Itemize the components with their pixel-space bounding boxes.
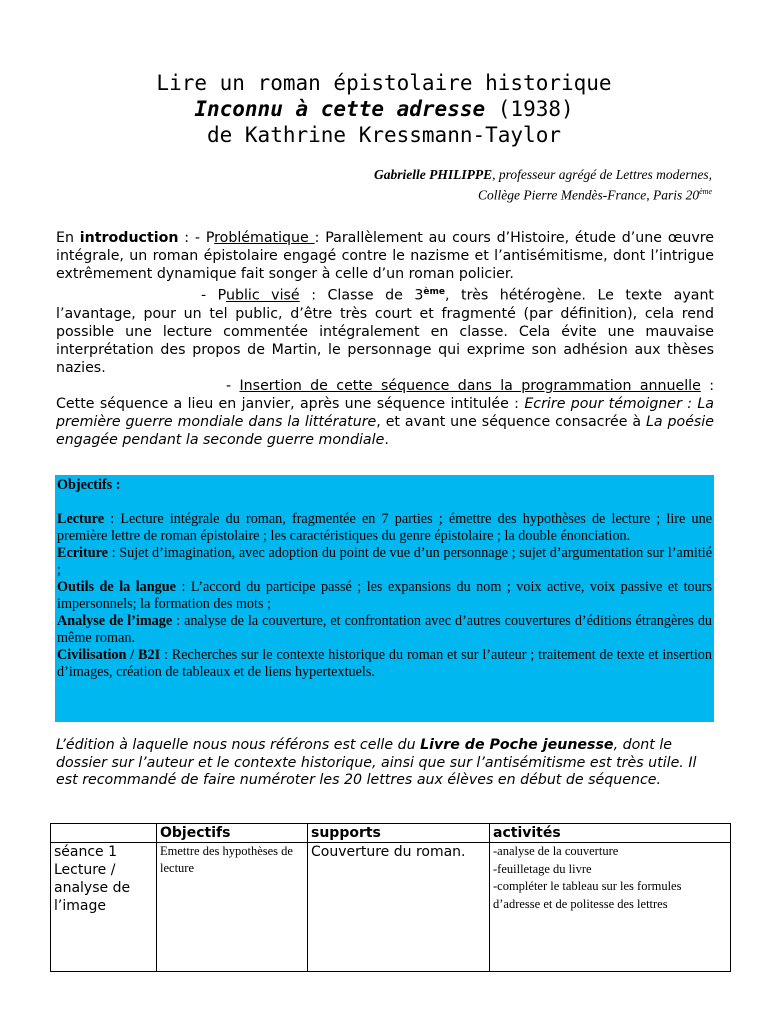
edition-publisher: Livre de Poche jeunesse	[420, 737, 614, 753]
objective-label: Outils de la langue	[57, 579, 176, 595]
insertion-text-a: : Cette séquence a lieu en janvier, après une séquence intitulée :	[56, 377, 714, 412]
edition-note	[56, 737, 718, 790]
objective-civilisation	[57, 647, 712, 681]
header-session	[51, 824, 157, 843]
header-objectives: Objectifs	[157, 824, 308, 843]
insertion-text-b: , et avant une séquence consacrée à	[376, 413, 646, 430]
intro-prefix: En	[56, 230, 80, 246]
activity-item: -compléter le tableau sur les formules d’adresse et de politesse des lettres	[493, 879, 682, 911]
public-text-a: : Classe de 3	[299, 287, 424, 304]
next-sequence-title: La poésie engagée pendant la seconde guerre mondiale	[56, 413, 714, 448]
author-school: Collège Pierre Mendès-France, Paris 20	[478, 187, 700, 203]
public-text-b: , très hétérogène. Le texte ayant l’avantage, pour un tel public, d’être très court et fragmenté (par définition), cela rend possible une lecture commentée intégralement en classe. Cela évite une mauvaise interprétation des propos de Martin, le personnage qui exprime son adhésion aux thèses nazies.	[56, 287, 714, 376]
objectives-heading-text: Objectifs :	[57, 477, 121, 493]
header-supports: supports	[308, 824, 490, 843]
author-role: , professeur agrégé de Lettres modernes,	[492, 167, 712, 182]
arrondissement-superscript: ème	[699, 187, 712, 196]
public-prefix: - P	[201, 287, 226, 304]
book-year: (1938)	[485, 97, 574, 121]
problematique-paragraph	[56, 229, 714, 283]
previous-sequence-title: Ecrire pour témoigner : La première guerre mondiale dans la littérature	[56, 395, 714, 430]
intro-keyword: introduction	[79, 230, 179, 246]
objective-label: Ecriture	[57, 545, 108, 561]
objective-ecriture	[57, 545, 712, 579]
session-line: analyse de	[54, 880, 131, 896]
insertion-paragraph	[56, 377, 714, 449]
objective-langue	[57, 579, 712, 613]
objective-label: Lecture	[57, 511, 105, 527]
edition-text-a: L’édition à laquelle nous nous référons est celle du	[56, 737, 421, 753]
intro-dash: : - P	[178, 230, 215, 246]
objective-text: : Recherches sur le contexte historique du roman et sur l’auteur ; traitement de texte et insertion d’images, création de tableaux et de liens hypertextuels.	[57, 647, 712, 680]
table-row	[51, 843, 731, 972]
header-activities: activités	[490, 824, 731, 843]
activities-cell	[490, 843, 731, 972]
insertion-label: Insertion de cette séquence dans la programmation annuelle	[239, 377, 701, 394]
title-line-3: de Kathrine Kressmann-Taylor	[206, 123, 561, 147]
supports-cell: Couverture du roman.	[308, 843, 490, 972]
objective-image	[57, 613, 712, 647]
author-line	[374, 166, 712, 183]
insertion-prefix: -	[226, 377, 240, 394]
session-cell	[51, 843, 157, 972]
author-name: Gabrielle PHILIPPE	[374, 167, 493, 182]
activity-item: -feuilletage du livre	[493, 861, 592, 876]
sequence-table	[50, 823, 731, 972]
insertion-text-c: .	[384, 431, 389, 448]
objective-text: : Sujet d’imagination, avec adoption du point de vue d’un personnage ; sujet d’argumentation sur l’amitié ;	[57, 545, 712, 578]
introduction-section	[56, 229, 714, 449]
objective-lecture	[57, 511, 712, 545]
book-title: Inconnu à cette adresse	[194, 97, 486, 121]
public-paragraph	[56, 283, 714, 377]
objective-label: Analyse de l’image	[57, 613, 173, 629]
class-superscript: ème	[423, 287, 445, 297]
table-header-row	[51, 824, 731, 843]
edition-text-b: , dont le dossier sur l’auteur et le contexte historique, ainsi que sur l’antisémitisme est très utile. Il est recommandé de faire numéroter les 20 lettres aux élèves en début de séquence.	[56, 737, 697, 788]
objectives-box	[55, 475, 714, 722]
activity-item: -analyse de la couverture	[493, 844, 619, 858]
objective-label: Civilisation / B2I	[57, 647, 161, 663]
objective-text: : analyse de la couverture, et confrontation avec d’autres couvertures d’éditions étrangères du même roman.	[57, 613, 713, 646]
objective-text: : Lecture intégrale du roman, fragmentée en 7 parties ; émettre des hypothèses de lecture ; lire une première lettre de roman épistolaire ; les caractéristiques du genre épistolaire ; la double énonciation.	[57, 511, 712, 544]
session-line: l’image	[54, 898, 106, 914]
title-line-2	[0, 96, 768, 122]
objectives-cell: Emettre des hypothèses de lecture	[157, 843, 308, 972]
author-block	[374, 166, 712, 204]
objective-text: : L’accord du participe passé ; les expansions du nom ; voix active, voix passive et tours impersonnels; la formation des mots ;	[57, 579, 712, 612]
objectives-spacer	[57, 494, 712, 511]
school-line	[374, 183, 712, 204]
session-line: séance 1	[54, 844, 118, 860]
objectives-heading	[57, 477, 712, 494]
title-line-1: Lire un roman épistolaire historique	[156, 71, 612, 95]
problematique-text: : Parallèlement au cours d’Histoire, étude d’une œuvre intégrale, un roman épistolaire engagé contre le nazisme et l’antisémitisme, dont l’intrigue extrêmement dynamique fait songer à celle d’un roman policier.	[56, 230, 714, 282]
problematique-label: roblématique	[214, 230, 315, 246]
session-line: Lecture /	[54, 862, 116, 878]
public-label: ublic visé	[225, 287, 300, 304]
